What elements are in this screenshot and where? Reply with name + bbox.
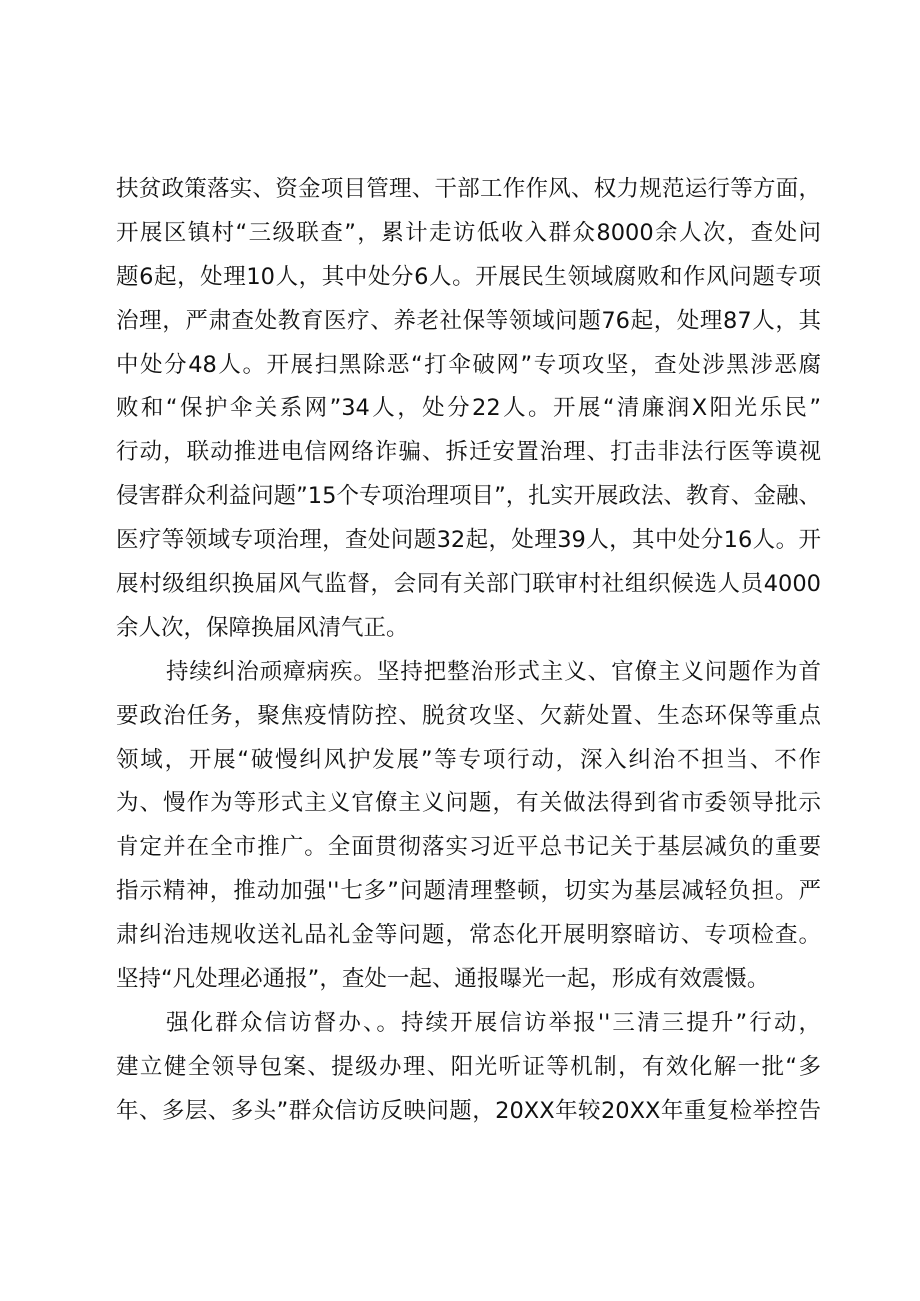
text-line: 为、慢作为等形式主义官僚主义问题，有关做法得到省市委领导批示 [116, 790, 821, 817]
text-line: 余人次，保障换届风清气正。 [116, 614, 409, 641]
text-line: 领域，开展“破慢纠风护发展”等专项行动，深入纠治不担当、不作 [116, 746, 821, 773]
text-line: 开展区镇村“三级联查”，累计走访低收入群众8000余人次，查处问 [116, 219, 821, 246]
text-line: 建立健全领导包案、提级办理、阳光听证等机制，有效化解一批“多 [116, 1053, 821, 1080]
text-line: 行动，联动推进电信网络诈骗、拆迁安置治理、打击非法行医等谟视 [116, 439, 821, 466]
text-line: 要政治任务，聚焦疫情防控、脱贫攻坚、欠薪处置、生态环保等重点 [116, 702, 821, 729]
paragraph-first-line: 强化群众信访督办、。持续开展信访举报''三清三提升”行动， [166, 1009, 821, 1036]
text-line: 展村级组织换届风气监督，会同有关部门联审村社组织候选人员4000 [116, 571, 821, 598]
text-line: 治理，严肃查处教育医疗、养老社保等领域问题76起，处理87人，其 [116, 307, 821, 334]
text-line: 肃纠治违规收送礼品礼金等问题，常态化开展明察暗访、专项检查。 [116, 922, 821, 949]
text-line: 败和“保护伞关系网”34人，处分22人。开展“清廉润X阳光乐民” [116, 395, 821, 422]
text-line: 中处分48人。开展扫黑除恶“打伞破网”专项攻坚，查处涉黑涉恶腐 [116, 351, 821, 378]
text-line: 扶贫政策落实、资金项目管理、干部工作作风、权力规范运行等方面， [116, 176, 821, 202]
body-text [116, 168, 821, 1134]
text-line: 肯定并在全市推广。全面贯彻落实习近平总书记关于基层减负的重要 [116, 834, 821, 861]
text-line: 指示精神，推动加强''七多”问题清理整顿，切实为基层减轻负担。严 [116, 878, 821, 905]
paragraph-first-line: 持续纠治顽瘴病疾。坚持把整治形式主义、官僚主义问题作为首 [166, 658, 821, 685]
text-line: 侵害群众利益问题”15个专项治理项目”，扎实开展政法、教育、金融、 [116, 483, 821, 510]
text-line: 题6起，处理10人，其中处分6人。开展民生领域腐败和作风问题专项 [116, 263, 821, 290]
text-line: 医疗等领域专项治理，查处问题32起，处理39人，其中处分16人。开 [116, 527, 821, 554]
text-line: 年、多层、多头”群众信访反映问题，20XX年较20XX年重复检举控告 [116, 1097, 821, 1124]
text-line: 坚持“凡处理必通报”，查处一起、通报曝光一起，形成有效震慑。 [116, 966, 770, 993]
